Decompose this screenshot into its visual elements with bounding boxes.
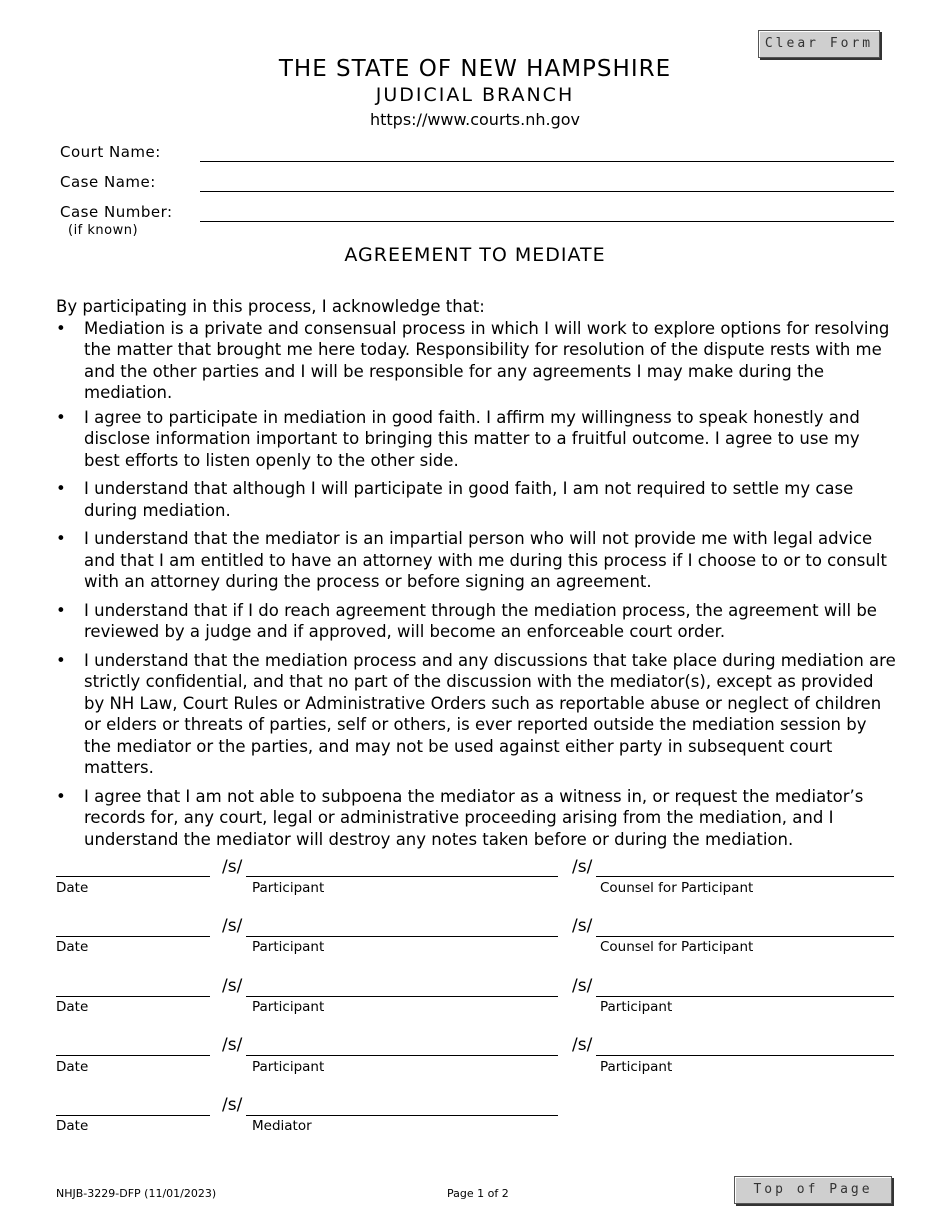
counsel-signature-input[interactable] [596, 936, 894, 937]
signature-marker: /s/ [222, 976, 243, 996]
list-item: • I understand that the mediation process and any discussions that take place during mediation are strictly confidential, and that no part of the discussion with the mediator(s), except as provided by NH Law, Court Rules or Administrative Orders such as reportable abuse or neglect of children or elders or threats of parties, self or others, is ever reported outside the mediation session by the mediator or the parties, and may not be used against either party in subsequent court matters. [56, 650, 896, 777]
signature-marker: /s/ [572, 857, 593, 877]
case-number-label: Case Number: [60, 203, 173, 221]
participant-signature-input[interactable] [246, 1055, 558, 1056]
signature-marker: /s/ [222, 857, 243, 877]
bullet-icon: • [56, 318, 66, 338]
participant-signature-input[interactable] [596, 996, 894, 997]
court-name-input[interactable] [200, 143, 894, 162]
participant-label: Participant [600, 1059, 673, 1075]
case-name-label: Case Name: [60, 173, 156, 191]
participant-label: Participant [252, 1059, 325, 1075]
branch-heading: JUDICIAL BRANCH [375, 84, 575, 106]
case-name-input[interactable] [200, 173, 894, 192]
counsel-label: Counsel for Participant [600, 939, 754, 955]
acknowledgement-list [56, 318, 896, 851]
signature-marker: /s/ [572, 976, 593, 996]
clear-form-button[interactable]: Clear Form [758, 30, 880, 58]
case-number-input[interactable] [200, 203, 894, 222]
bullet-icon: • [56, 600, 66, 620]
participant-signature-input[interactable] [246, 936, 558, 937]
state-heading: THE STATE OF NEW HAMPSHIRE [278, 56, 672, 82]
list-item: • I understand that although I will participate in good faith, I am not required to settle my case during mediation. [56, 479, 854, 520]
date-input[interactable] [56, 876, 210, 877]
bullet-icon: • [56, 529, 66, 548]
form-id: NHJB-3229-DFP (11/01/2023) [56, 1187, 217, 1200]
participant-signature-input[interactable] [246, 876, 558, 877]
list-item: • I agree to participate in mediation in good faith. I affirm my willingness to speak honestly and disclose information important to bringing this matter to a fruitful outcome. I agree to use my best efforts to listen openly to the other side. [56, 407, 860, 470]
participant-label: Participant [252, 999, 325, 1015]
signature-marker: /s/ [572, 916, 593, 936]
signature-marker: /s/ [222, 1095, 243, 1115]
acknowledgement-section [56, 296, 896, 850]
page-title: AGREEMENT TO MEDIATE [344, 244, 606, 266]
counsel-signature-input[interactable] [596, 876, 894, 877]
date-label: Date [56, 1118, 89, 1134]
date-label: Date [56, 939, 89, 955]
bullet-icon: • [56, 786, 66, 806]
list-item: • I understand that if I do reach agreement through the mediation process, the agreement will be reviewed by a judge and if approved, will become an enforceable court order. [56, 600, 877, 641]
signature-marker: /s/ [222, 1035, 243, 1055]
date-label: Date [56, 880, 89, 896]
date-label: Date [56, 999, 89, 1015]
list-item: • Mediation is a private and consensual process in which I will work to explore options for resolving the matter that brought me here today. Responsibility for resolution of the dispute rests with me and the other parties and I will be responsible for any agreements I may make during the mediation. [56, 318, 890, 402]
participant-signature-input[interactable] [596, 1055, 894, 1056]
signature-marker: /s/ [222, 916, 243, 936]
case-number-note: (if known) [68, 223, 139, 238]
court-name-label: Court Name: [60, 143, 161, 161]
participant-label: Participant [252, 880, 325, 896]
list-item: • I agree that I am not able to subpoena the mediator as a witness in, or request the mediator’s records for, any court, legal or administrative proceeding arising from the mediation, and I understand the mediator will destroy any notes taken before or during the mediation. [56, 786, 864, 849]
signature-marker: /s/ [572, 1035, 593, 1055]
date-label: Date [56, 1059, 89, 1075]
date-input[interactable] [56, 936, 210, 937]
participant-signature-input[interactable] [246, 996, 558, 997]
mediator-label: Mediator [252, 1118, 312, 1134]
counsel-label: Counsel for Participant [600, 880, 754, 896]
page-number: Page 1 of 2 [447, 1187, 509, 1200]
participant-label: Participant [252, 939, 325, 955]
participant-label: Participant [600, 999, 673, 1015]
list-item: • I understand that the mediator is an impartial person who will not provide me with legal advice and that I am entitled to have an attorney with me during this process if I choose to or to consult with an attorney during the process or before signing an agreement. [56, 529, 887, 591]
date-input[interactable] [56, 1055, 210, 1056]
mediator-signature-input[interactable] [246, 1115, 558, 1116]
bullet-icon: • [56, 479, 66, 498]
bullet-icon: • [56, 650, 66, 670]
bullet-icon: • [56, 407, 66, 427]
date-input[interactable] [56, 996, 210, 997]
intro-text: By participating in this process, I acknowledge that: [56, 297, 485, 316]
top-of-page-button[interactable]: Top of Page [734, 1176, 892, 1204]
court-website: https://www.courts.nh.gov [369, 110, 580, 129]
date-input[interactable] [56, 1115, 210, 1116]
